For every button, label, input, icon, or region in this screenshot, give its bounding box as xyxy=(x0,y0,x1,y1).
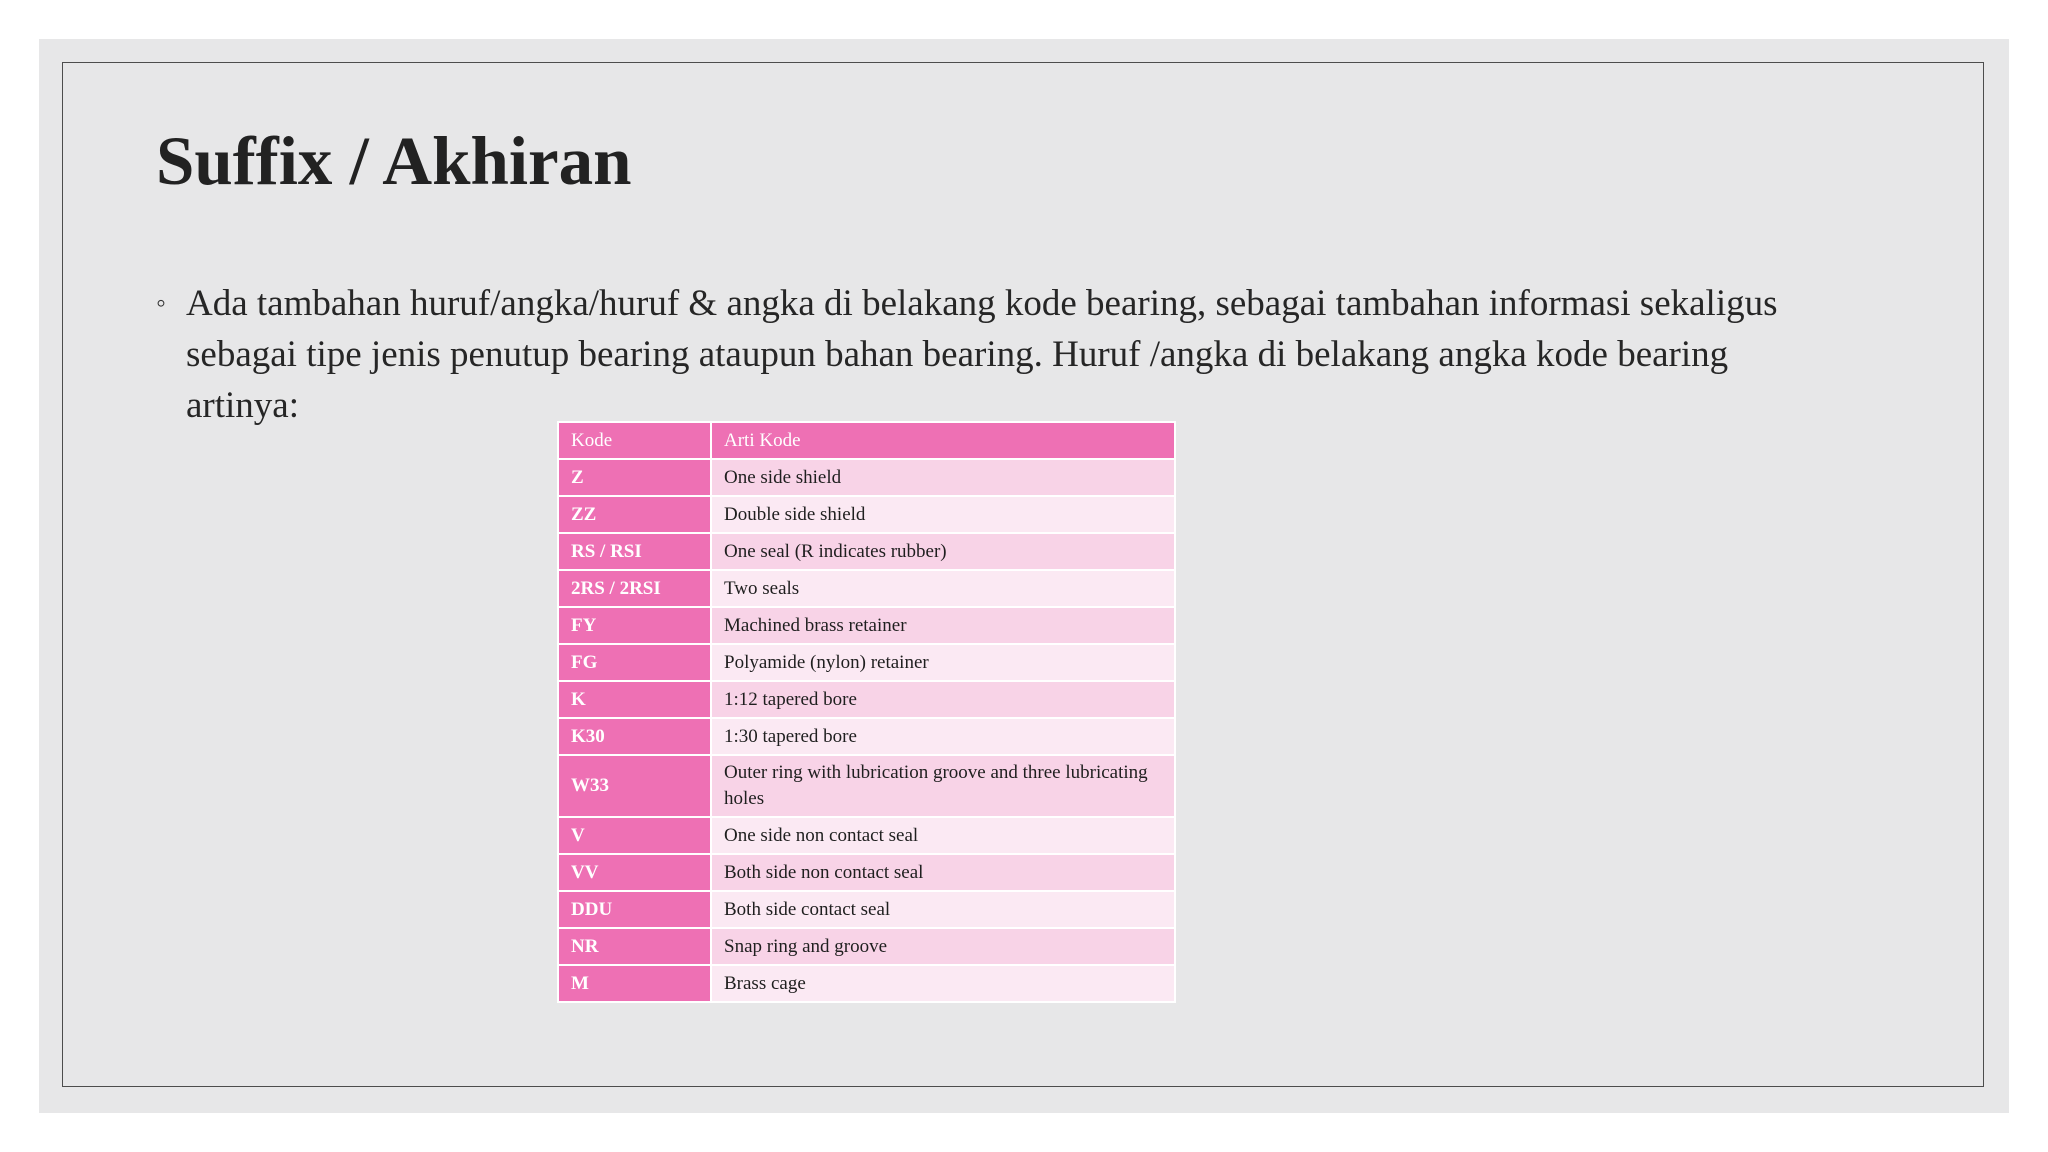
table-row xyxy=(558,928,1175,965)
code-cell: FY xyxy=(558,607,711,644)
meaning-cell: Two seals xyxy=(711,570,1175,607)
meaning-cell: 1:12 tapered bore xyxy=(711,681,1175,718)
bullet-text: Ada tambahan huruf/angka/huruf & angka di belakang kode bearing, sebagai tambahan informasi sekaligus sebagai tipe jenis penutup bearing ataupun bahan bearing. Huruf /angka di belakang angka kode bearing artinya: xyxy=(186,283,1778,426)
code-cell: RS / RSI xyxy=(558,533,711,570)
table-row xyxy=(558,681,1175,718)
table-row xyxy=(558,854,1175,891)
meaning-cell: Snap ring and groove xyxy=(711,928,1175,965)
table-row xyxy=(558,533,1175,570)
meaning-cell: Polyamide (nylon) retainer xyxy=(711,644,1175,681)
code-cell: W33 xyxy=(558,755,711,817)
suffix-code-table xyxy=(557,421,1176,1003)
column-header-arti-kode: Arti Kode xyxy=(711,422,1175,459)
table-header-row xyxy=(558,422,1175,459)
table-row xyxy=(558,718,1175,755)
code-cell: V xyxy=(558,817,711,854)
meaning-cell: 1:30 tapered bore xyxy=(711,718,1175,755)
meaning-cell: Both side non contact seal xyxy=(711,854,1175,891)
column-header-kode: Kode xyxy=(558,422,711,459)
slide-title: Suffix / Akhiran xyxy=(156,123,632,199)
meaning-cell: Double side shield xyxy=(711,496,1175,533)
code-cell: K30 xyxy=(558,718,711,755)
code-cell: M xyxy=(558,965,711,1002)
code-cell: Z xyxy=(558,459,711,496)
meaning-cell: Outer ring with lubrication groove and three lubricating holes xyxy=(711,755,1175,817)
code-cell: ZZ xyxy=(558,496,711,533)
code-cell: VV xyxy=(558,854,711,891)
table-row xyxy=(558,817,1175,854)
table-row xyxy=(558,755,1175,817)
code-cell: DDU xyxy=(558,891,711,928)
meaning-cell: Machined brass retainer xyxy=(711,607,1175,644)
meaning-cell: Both side contact seal xyxy=(711,891,1175,928)
table-row xyxy=(558,644,1175,681)
meaning-cell: Brass cage xyxy=(711,965,1175,1002)
meaning-cell: One side non contact seal xyxy=(711,817,1175,854)
table-row xyxy=(558,570,1175,607)
bullet-marker-icon: ◦ xyxy=(156,288,166,319)
table-row xyxy=(558,496,1175,533)
table-row xyxy=(558,965,1175,1002)
table-row xyxy=(558,891,1175,928)
code-cell: K xyxy=(558,681,711,718)
table-row xyxy=(558,607,1175,644)
code-cell: 2RS / 2RSI xyxy=(558,570,711,607)
meaning-cell: One side shield xyxy=(711,459,1175,496)
code-cell: NR xyxy=(558,928,711,965)
meaning-cell: One seal (R indicates rubber) xyxy=(711,533,1175,570)
code-cell: FG xyxy=(558,644,711,681)
bullet-point xyxy=(156,278,1796,431)
table-row xyxy=(558,459,1175,496)
